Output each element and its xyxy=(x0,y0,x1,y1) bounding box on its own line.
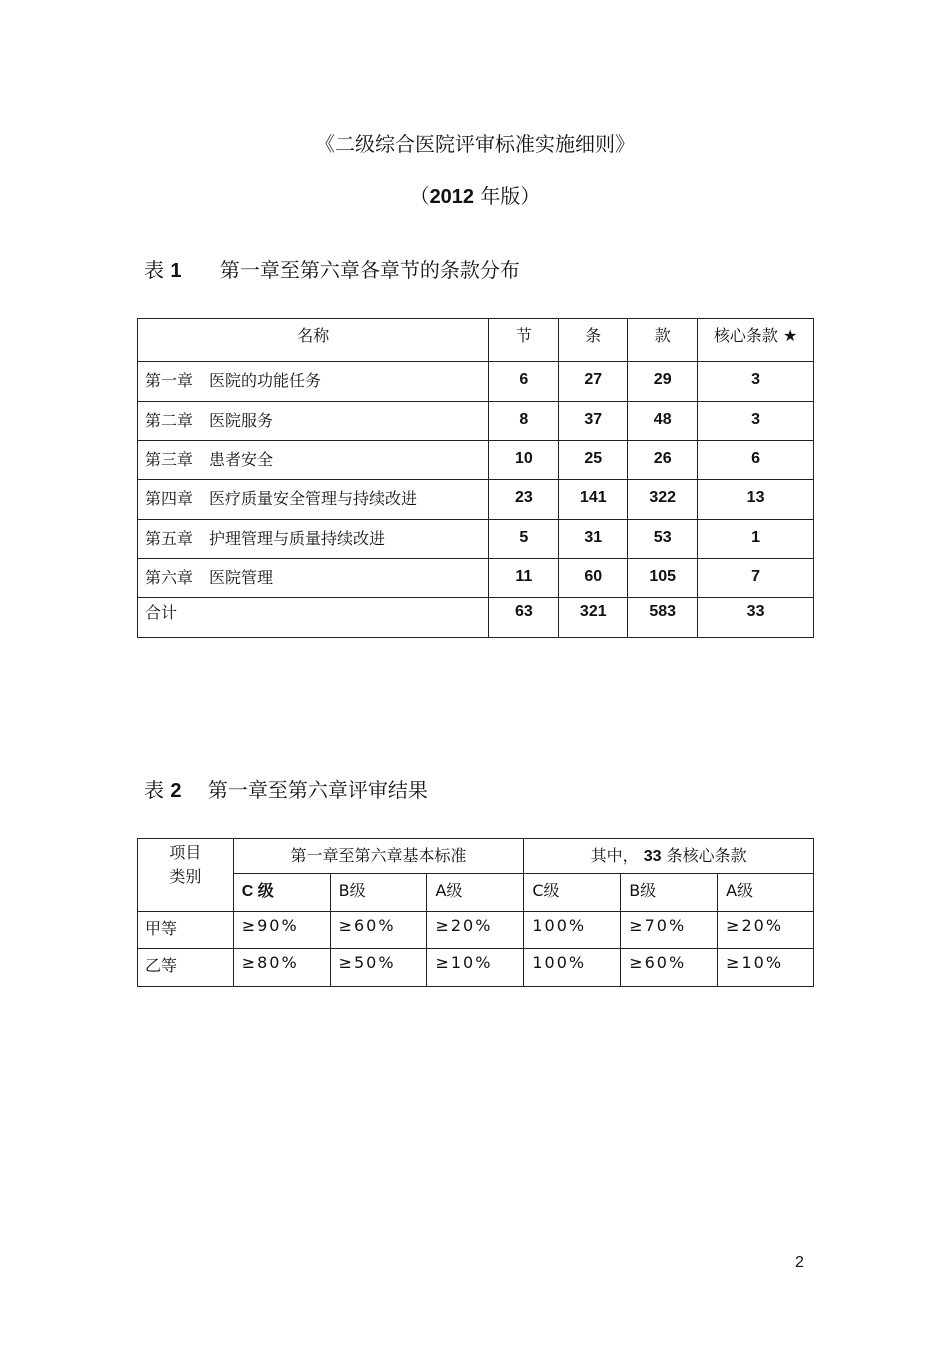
edition-year: 2012 xyxy=(429,186,475,208)
edition-label xyxy=(0,180,950,209)
threshold-value: ≥50% xyxy=(330,949,427,987)
article-count: 27 xyxy=(559,362,628,402)
core-clause-count: 7 xyxy=(698,559,814,598)
table1-caption xyxy=(144,254,520,283)
grade-header: B级 xyxy=(621,874,718,912)
article-count: 31 xyxy=(559,520,628,559)
core-clause-suffix: 条核心条款 xyxy=(666,846,747,865)
threshold-value: ≥20% xyxy=(718,912,814,949)
clause-count: 105 xyxy=(628,559,698,598)
clause-count: 583 xyxy=(628,598,698,638)
core-clause-count: 13 xyxy=(698,480,814,520)
section-count: 6 xyxy=(489,362,559,402)
document-title: 《二级综合医院评审标准实施细则》 xyxy=(315,132,635,156)
article-count: 321 xyxy=(559,598,628,638)
section-count: 5 xyxy=(489,520,559,559)
core-clause-count: 33 xyxy=(698,598,814,638)
table2-grade-row xyxy=(138,874,814,912)
section-count: 63 xyxy=(489,598,559,638)
clause-count: 48 xyxy=(628,402,698,441)
core-clause-count: 3 xyxy=(698,402,814,441)
table1-header-cell: 名称 xyxy=(138,319,489,362)
table1-header-cell: 款 xyxy=(628,319,698,362)
table1-header-cell: 节 xyxy=(489,319,559,362)
page-number: 2 xyxy=(795,1254,804,1271)
table-row xyxy=(138,912,814,949)
table-row xyxy=(138,559,814,598)
table-row xyxy=(138,520,814,559)
section-count: 11 xyxy=(489,559,559,598)
edition-suffix: 年版） xyxy=(480,184,541,208)
category-name: 乙等 xyxy=(138,949,234,987)
core-clause-count: 3 xyxy=(698,362,814,402)
grade-header: B级 xyxy=(330,874,427,912)
table1-header-cell: 核心条款 ★ xyxy=(698,319,814,362)
category-label: 类别 xyxy=(169,867,202,886)
table1-caption-number: 1 xyxy=(170,260,182,282)
threshold-value: 100% xyxy=(524,949,621,987)
item-category-header xyxy=(138,839,234,912)
table1-header-row xyxy=(138,319,814,362)
section-count: 23 xyxy=(489,480,559,520)
core-clause-count: 1 xyxy=(698,520,814,559)
grade-header: C级 xyxy=(524,874,621,912)
section-count: 10 xyxy=(489,441,559,480)
article-count: 141 xyxy=(559,480,628,520)
table1-caption-text: 第一章至第六章各章节的条款分布 xyxy=(219,258,520,282)
chapter-name: 第三章 患者安全 xyxy=(138,441,489,480)
table-total-row xyxy=(138,598,814,638)
section-count: 8 xyxy=(489,402,559,441)
grade-label: C 级 xyxy=(241,883,274,900)
table2-caption-text: 第一章至第六章评审结果 xyxy=(207,778,428,802)
threshold-value: ≥80% xyxy=(233,949,330,987)
table2-caption xyxy=(144,774,428,803)
clause-count: 53 xyxy=(628,520,698,559)
table1-caption-label: 表 xyxy=(144,258,164,282)
chapter-name: 第六章 医院管理 xyxy=(138,559,489,598)
threshold-value: ≥70% xyxy=(621,912,718,949)
table2-caption-label: 表 xyxy=(144,778,164,802)
chapter-name: 第四章 医疗质量安全管理与持续改进 xyxy=(138,480,489,520)
clause-count: 26 xyxy=(628,441,698,480)
review-result-table xyxy=(137,838,814,987)
table2-group-header-row xyxy=(138,839,814,874)
basic-standard-header: 第一章至第六章基本标准 xyxy=(233,839,524,874)
threshold-value: ≥20% xyxy=(427,912,524,949)
table-row xyxy=(138,441,814,480)
article-count: 25 xyxy=(559,441,628,480)
threshold-value: ≥10% xyxy=(427,949,524,987)
clause-distribution-table xyxy=(137,318,814,638)
article-count: 60 xyxy=(559,559,628,598)
core-clause-header xyxy=(524,839,814,874)
threshold-value: 100% xyxy=(524,912,621,949)
category-name: 甲等 xyxy=(138,912,234,949)
item-label: 项目 xyxy=(169,843,202,862)
threshold-value: ≥90% xyxy=(233,912,330,949)
article-count: 37 xyxy=(559,402,628,441)
clause-count: 29 xyxy=(628,362,698,402)
table2-caption-number: 2 xyxy=(170,780,182,802)
threshold-value: ≥60% xyxy=(621,949,718,987)
grade-header xyxy=(233,874,330,912)
table-row xyxy=(138,402,814,441)
grade-header: A级 xyxy=(718,874,814,912)
total-label: 合计 xyxy=(138,598,489,638)
chapter-name: 第一章 医院的功能任务 xyxy=(138,362,489,402)
chapter-name: 第二章 医院服务 xyxy=(138,402,489,441)
grade-header: A级 xyxy=(427,874,524,912)
core-clause-count: 6 xyxy=(698,441,814,480)
threshold-value: ≥10% xyxy=(718,949,814,987)
table-row xyxy=(138,480,814,520)
threshold-value: ≥60% xyxy=(330,912,427,949)
table-row xyxy=(138,949,814,987)
table1-header-cell: 条 xyxy=(559,319,628,362)
core-clause-prefix: 其中， xyxy=(590,846,639,865)
table-row xyxy=(138,362,814,402)
core-clause-number: 33 xyxy=(643,848,662,865)
chapter-name: 第五章 护理管理与质量持续改进 xyxy=(138,520,489,559)
edition-open: （ xyxy=(409,184,430,208)
clause-count: 322 xyxy=(628,480,698,520)
